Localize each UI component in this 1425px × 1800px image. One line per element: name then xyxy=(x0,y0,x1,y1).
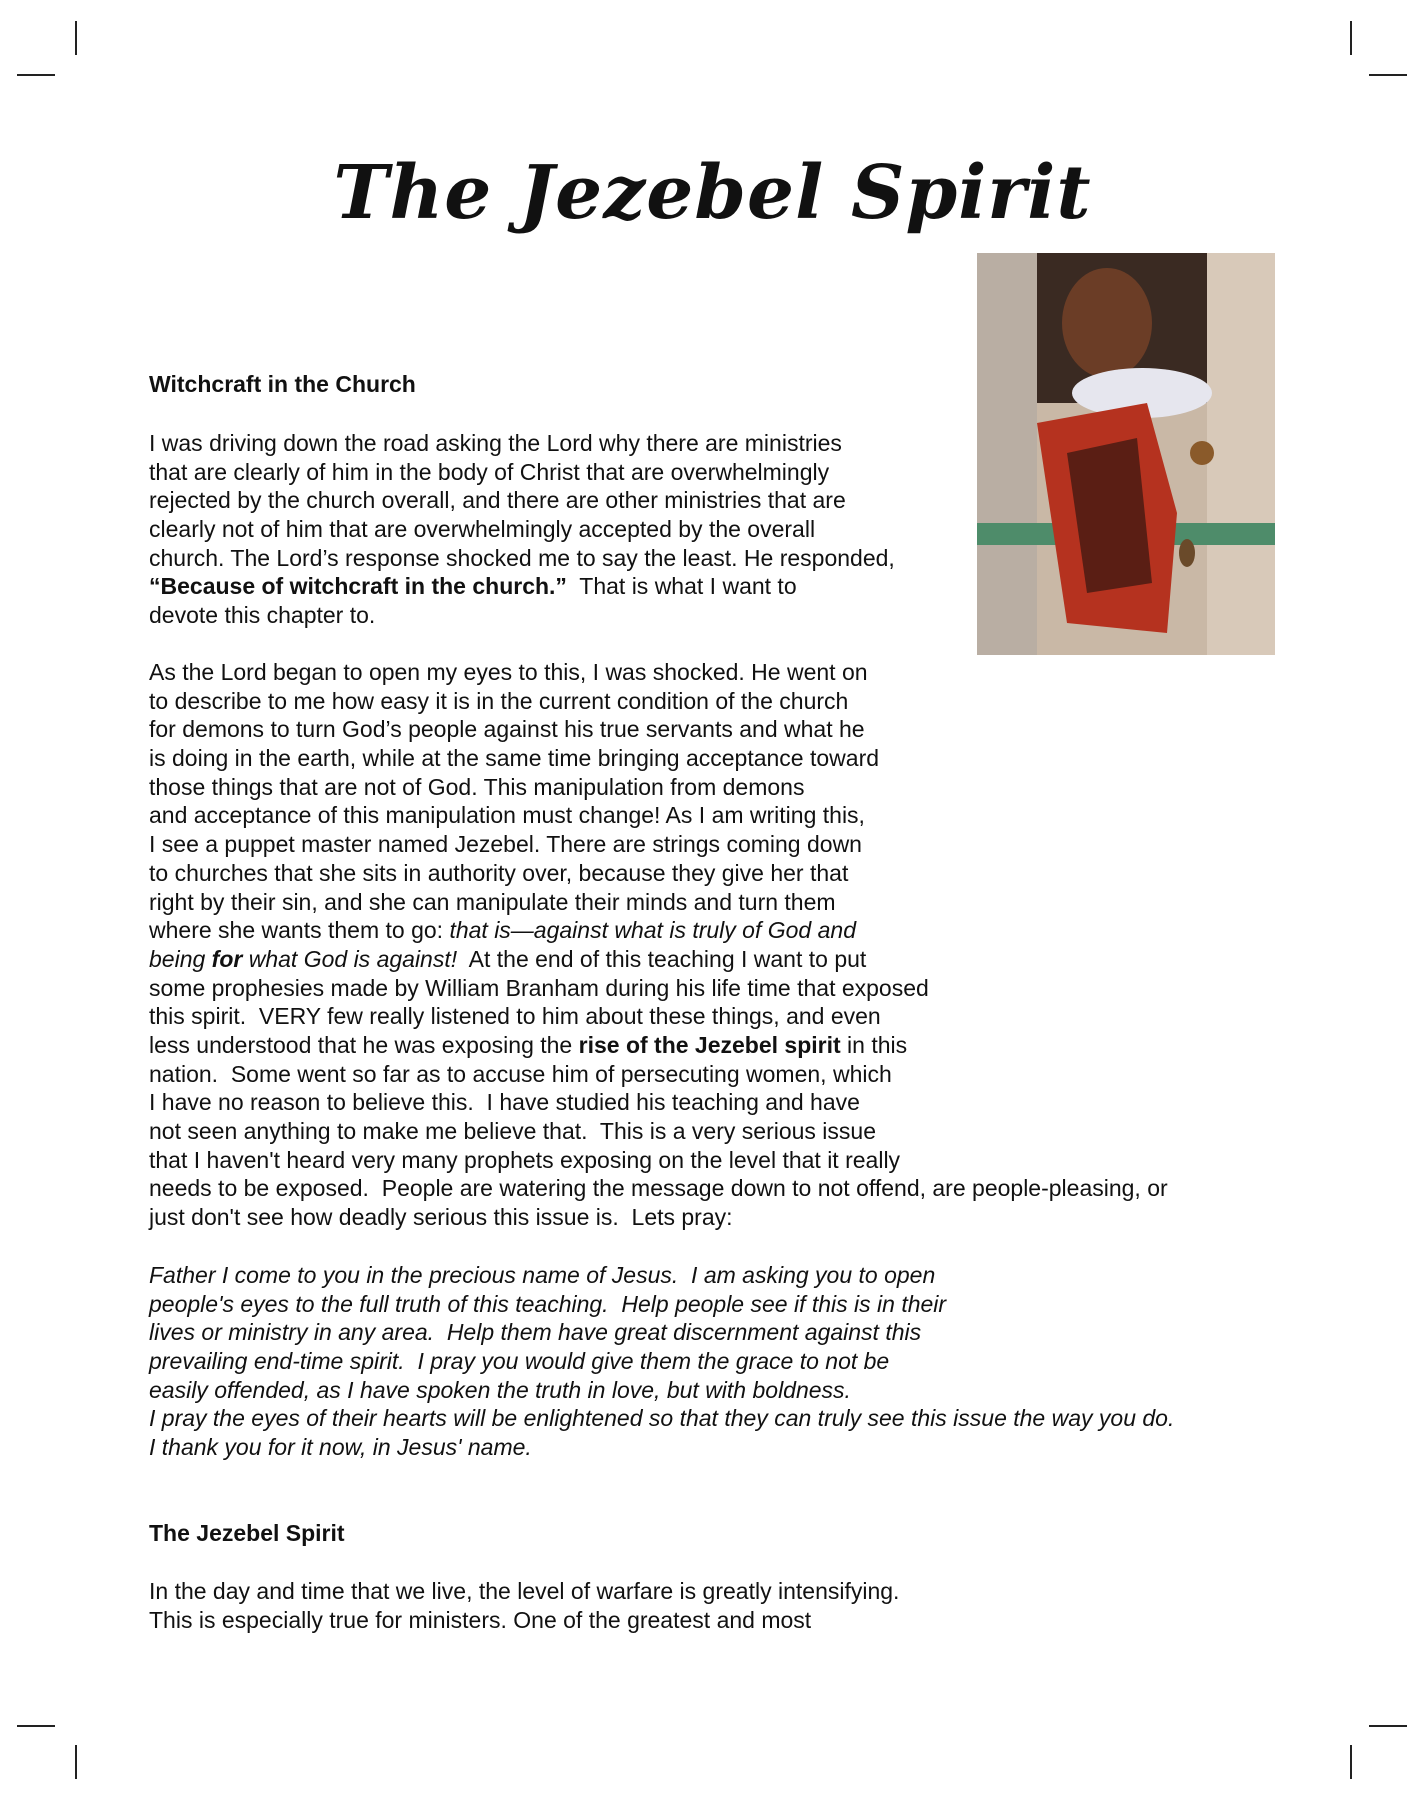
text-segment: This is especially true for ministers. One of the greatest and most xyxy=(149,1606,812,1633)
text-line xyxy=(149,687,1168,716)
text-segment: clearly not of him that are overwhelmingly accepted by the overall xyxy=(149,516,816,543)
text-segment: That is what I want to xyxy=(566,573,797,600)
text-line xyxy=(149,486,895,515)
text-line xyxy=(149,572,895,601)
text-segment: to churches that she sits in authority over, because they give her that xyxy=(149,859,849,886)
emphasized-text: easily offended, as I have spoken the truth in love, but with boldness. xyxy=(149,1376,851,1403)
text-segment: just don't see how deadly serious this issue is. Lets pray: xyxy=(149,1204,733,1231)
text-line xyxy=(149,544,895,573)
text-line xyxy=(149,1606,899,1635)
text-line xyxy=(149,773,1168,802)
emphasized-text: that is—against what is truly of God and xyxy=(449,917,856,944)
text-line xyxy=(149,515,895,544)
text-line xyxy=(149,429,895,458)
section-heading: The Jezebel Spirit xyxy=(149,1520,345,1546)
emphasized-text: what God is against! xyxy=(242,945,458,972)
page-title: The Jezebel Spirit xyxy=(333,150,1092,236)
emphasized-text: Father I come to you in the precious name of Jesus. I am asking you to open xyxy=(149,1262,936,1288)
text-segment: where she wants them to go: xyxy=(149,917,450,944)
section-heading: Witchcraft in the Church xyxy=(149,371,416,397)
paragraph xyxy=(149,1577,899,1634)
text-segment: some prophesies made by William Branham during his life time that exposed xyxy=(149,974,929,1001)
text-segment: that I haven't heard very many prophets exposing on the level that it really xyxy=(149,1146,901,1173)
text-line xyxy=(149,888,1168,917)
emphasized-text: I thank you for it now, in Jesus' name. xyxy=(149,1434,532,1461)
emphasized-text: people's eyes to the full truth of this teaching. Help people see if this is in their xyxy=(149,1290,947,1317)
emphasized-text: rise of the Jezebel spirit xyxy=(578,1031,841,1058)
text-segment: I see a puppet master named Jezebel. There are strings coming down xyxy=(149,831,862,858)
text-segment: church. The Lord’s response shocked me to say the least. He responded, xyxy=(149,544,895,571)
text-line xyxy=(149,1433,1174,1462)
text-segment: to describe to me how easy it is in the current condition of the church xyxy=(149,687,849,714)
emphasized-text: I pray the eyes of their hearts will be enlightened so that they can truly see this issue the way you do. xyxy=(149,1405,1175,1432)
paragraph xyxy=(149,429,895,630)
text-line xyxy=(149,974,1168,1003)
text-line xyxy=(149,1261,1174,1290)
text-line xyxy=(149,1088,1168,1117)
text-line xyxy=(149,1347,1174,1376)
text-line xyxy=(149,1174,1168,1203)
crop-mark xyxy=(1369,74,1407,76)
text-segment: and acceptance of this manipulation must change! As I am writing this, xyxy=(149,802,865,829)
text-segment: right by their sin, and she can manipulate their minds and turn them xyxy=(149,888,836,915)
text-segment: not seen anything to make me believe that. This is a very serious issue xyxy=(149,1118,877,1144)
emphasized-text: being xyxy=(149,945,212,972)
text-line xyxy=(149,859,1168,888)
text-line xyxy=(149,1203,1168,1232)
text-segment: In the day and time that we live, the level of warfare is greatly intensifying. xyxy=(149,1578,900,1604)
text-segment: this spirit. VERY few really listened to him about these things, and even xyxy=(149,1003,881,1030)
text-line xyxy=(149,458,895,487)
text-segment: those things that are not of God. This manipulation from demons xyxy=(149,773,805,800)
emphasized-text: for xyxy=(211,945,243,972)
text-line xyxy=(149,658,1168,687)
text-line xyxy=(149,1376,1174,1405)
text-line xyxy=(149,916,1168,945)
text-line xyxy=(149,601,895,630)
crop-mark xyxy=(1350,1745,1352,1779)
text-line xyxy=(149,1060,1168,1089)
text-segment: is doing in the earth, while at the same time bringing acceptance toward xyxy=(149,745,880,772)
emphasized-text: prevailing end-time spirit. I pray you would give them the grace to not be xyxy=(149,1348,890,1375)
emphasized-text: lives or ministry in any area. Help them have great discernment against this xyxy=(149,1319,922,1346)
crop-mark xyxy=(17,74,55,76)
text-line xyxy=(149,1002,1168,1031)
text-segment: for demons to turn God’s people against his true servants and what he xyxy=(149,716,865,743)
emphasized-text: “Because of witchcraft in the church.” xyxy=(149,573,567,600)
prayer-paragraph xyxy=(149,1261,1174,1462)
text-segment: rejected by the church overall, and there are other ministries that are xyxy=(149,487,846,514)
text-segment: nation. Some went so far as to accuse him of persecuting women, which xyxy=(149,1060,892,1087)
text-segment: I have no reason to believe this. I have studied his teaching and have xyxy=(149,1089,860,1116)
text-line xyxy=(149,801,1168,830)
crop-mark xyxy=(1369,1725,1407,1727)
text-segment: needs to be exposed. People are watering the message down to not offend, are people-pleasing, or xyxy=(149,1175,1168,1202)
text-line xyxy=(149,1290,1174,1319)
text-line xyxy=(149,1577,899,1606)
paragraph xyxy=(149,658,1168,1232)
text-segment: At the end of this teaching I want to put xyxy=(457,945,867,972)
text-segment: that are clearly of him in the body of Christ that are overwhelmingly xyxy=(149,458,830,485)
crop-mark xyxy=(17,1725,55,1727)
text-segment: in this xyxy=(840,1031,908,1058)
text-segment: less understood that he was exposing the xyxy=(149,1031,579,1058)
text-line xyxy=(149,744,1168,773)
crop-mark xyxy=(1350,21,1352,55)
text-line xyxy=(149,1031,1168,1060)
text-segment: I was driving down the road asking the Lord why there are ministries xyxy=(149,430,842,456)
text-segment: devote this chapter to. xyxy=(149,602,376,629)
jezebel-illustration xyxy=(977,253,1275,655)
text-line xyxy=(149,945,1168,974)
text-segment: As the Lord began to open my eyes to this, I was shocked. He went on xyxy=(149,659,868,685)
crop-mark xyxy=(75,21,77,55)
crop-mark xyxy=(75,1745,77,1779)
text-line xyxy=(149,715,1168,744)
text-line xyxy=(149,1146,1168,1175)
text-line xyxy=(149,1318,1174,1347)
text-line xyxy=(149,830,1168,859)
text-line xyxy=(149,1117,1168,1146)
text-line xyxy=(149,1404,1174,1433)
